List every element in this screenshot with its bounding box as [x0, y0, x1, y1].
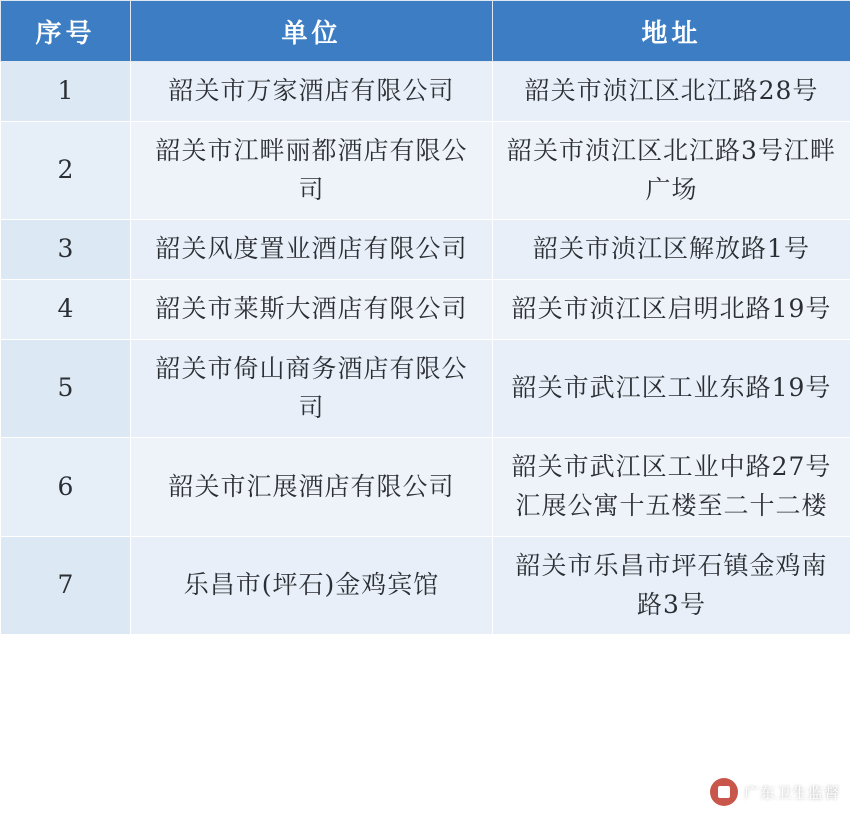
cell-index: 1 [1, 62, 131, 122]
cell-address: 韶关市浈江区解放路1号 [493, 220, 850, 280]
cell-index: 6 [1, 438, 131, 537]
watermark-logo-icon [710, 778, 738, 806]
cell-address: 韶关市浈江区北江路28号 [493, 62, 850, 122]
table-row [1, 121, 850, 220]
cell-index: 5 [1, 339, 131, 438]
table-row [1, 536, 850, 635]
cell-unit: 韶关市万家酒店有限公司 [131, 62, 493, 122]
cell-index: 2 [1, 121, 131, 220]
column-header-unit: 单位 [131, 1, 493, 62]
table-header-row [1, 1, 850, 62]
table-row [1, 438, 850, 537]
cell-address: 韶关市浈江区北江路3号江畔广场 [493, 121, 850, 220]
column-header-index: 序号 [1, 1, 131, 62]
cell-address: 韶关市乐昌市坪石镇金鸡南路3号 [493, 536, 850, 635]
cell-address: 韶关市浈江区启明北路19号 [493, 280, 850, 340]
table-row [1, 62, 850, 122]
table-row [1, 339, 850, 438]
table-row [1, 220, 850, 280]
watermark-label: 广东卫生监督 [743, 783, 840, 802]
table-row [1, 280, 850, 340]
cell-unit: 韶关风度置业酒店有限公司 [131, 220, 493, 280]
cell-unit: 乐昌市(坪石)金鸡宾馆 [131, 536, 493, 635]
cell-index: 4 [1, 280, 131, 340]
table-header [1, 1, 850, 62]
cell-unit: 韶关市莱斯大酒店有限公司 [131, 280, 493, 340]
watermark [710, 778, 840, 806]
cell-index: 7 [1, 536, 131, 635]
cell-unit: 韶关市江畔丽都酒店有限公司 [131, 121, 493, 220]
cell-unit: 韶关市倚山商务酒店有限公司 [131, 339, 493, 438]
cell-index: 3 [1, 220, 131, 280]
column-header-address: 地址 [493, 1, 850, 62]
cell-unit: 韶关市汇展酒店有限公司 [131, 438, 493, 537]
cell-address: 韶关市武江区工业中路27号汇展公寓十五楼至二十二楼 [493, 438, 850, 537]
cell-address: 韶关市武江区工业东路19号 [493, 339, 850, 438]
table-body [1, 62, 850, 635]
